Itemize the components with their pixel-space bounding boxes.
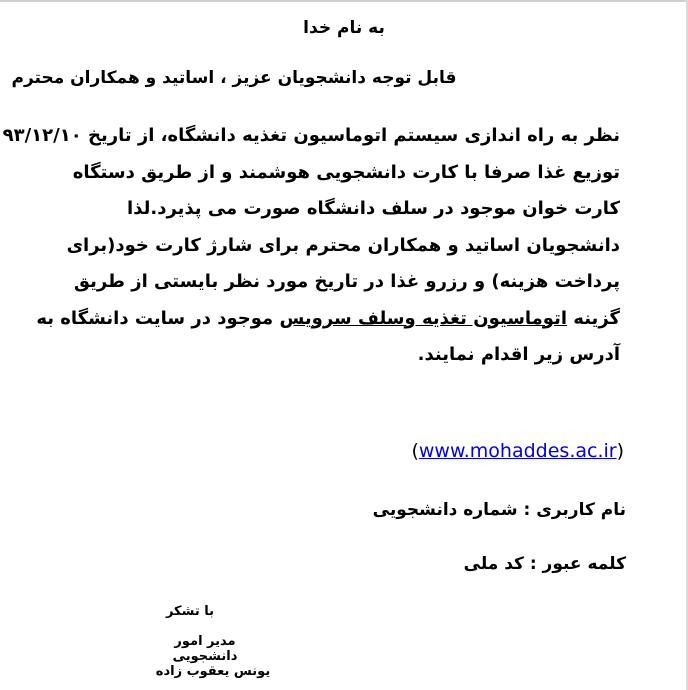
document-title: به نام خدا xyxy=(303,18,385,38)
underlined-service-name: اتوماسیون تغذیه وسلف سرویس xyxy=(279,307,568,329)
signature-name: یونس یعقوب زاده xyxy=(155,664,271,679)
password-info: کلمه عبور : کد ملی xyxy=(463,554,626,574)
link-open-paren: ( xyxy=(411,440,419,462)
body-line xyxy=(36,301,620,338)
body-line: آدرس زیر اقدام نمایند. xyxy=(417,344,620,365)
website-address xyxy=(411,440,624,462)
body-line-prefix: گزینه xyxy=(567,307,620,329)
username-info: نام کاربری : شماره دانشجویی xyxy=(372,500,626,520)
link-close-paren: ) xyxy=(616,440,624,462)
announcement-body xyxy=(2,118,620,374)
addressee-line: قابل توجه دانشجویان عزیز ، اساتید و همکاران محترم xyxy=(11,68,457,88)
signature-closing: با تشکر xyxy=(165,604,215,619)
body-line: توزیع غذا صرفا با کارت دانشجویی هوشمند و از طریق دستگاه xyxy=(72,161,620,183)
website-link[interactable]: www.mohaddes.ac.ir xyxy=(418,440,617,462)
body-line: نظر به راه اندازی سیستم اتوماسیون تغذیه دانشگاه، از تاریخ ۹۳/۱۲/۱۰ xyxy=(2,125,620,146)
body-line: پرداخت هزینه) و رزرو غذا در تاریخ مورد نظر بایستی از طریق xyxy=(73,271,620,292)
signature-position: مدیر امور دانشجویی xyxy=(172,634,238,664)
body-line-suffix: موجود در سایت دانشگاه به xyxy=(36,307,280,329)
body-line: کارت خوان موجود در سلف دانشگاه صورت می پذیرد.لذا xyxy=(127,198,620,219)
body-line: دانشجویان اساتید و همکاران محترم برای شارژ کارت خود(برای xyxy=(66,234,620,256)
